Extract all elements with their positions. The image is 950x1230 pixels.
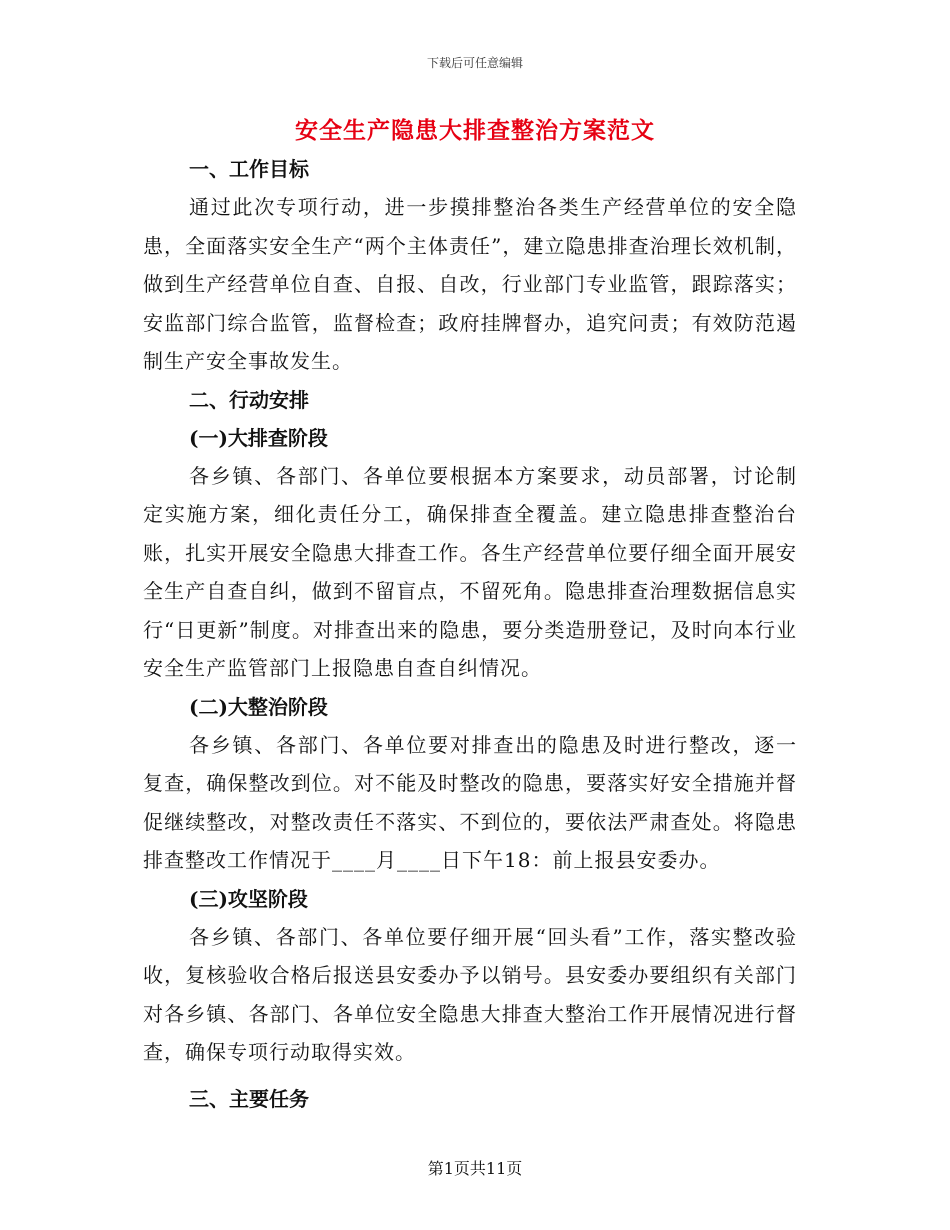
subsection-heading-tackling: (三)攻坚阶段 xyxy=(189,886,308,911)
paragraph-goals: 通过此次专项行动，进一步摸排整治各类生产经营单位的安全隐患，全面落实安全生产“两个主体责任”，建立隐患排查治理长效机制，做到生产经营单位自查、自报、自改，行业部门专业监管，跟踪落实；安监部门综合监管，监督检查；政府挂牌督办，追究问责；有效防范遏制生产安全事故发生。 xyxy=(143,195,797,373)
paragraph-inspection: 各乡镇、各部门、各单位要根据本方案要求，动员部署，讨论制定实施方案，细化责任分工，确保排查全覆盖。建立隐患排查整治台账，扎实开展安全隐患大排查工作。各生产经营单位要仔细全面开展安全生产自查自纠，做到不留盲点，不留死角。隐患排查治理数据信息实行“日更新”制度。对排查出来的隐患，要分类造册登记，及时向本行业安全生产监管部门上报隐患自查自纠情况。 xyxy=(143,463,797,680)
paragraph-tackling: 各乡镇、各部门、各单位要仔细开展“回头看”工作，落实整改验收，复核验收合格后报送县安委办予以销号。县安委办要组织有关部门对各乡镇、各部门、各单位安全隐患大排查大整治工作开展情况进行督查，确保专项行动取得实效。 xyxy=(143,924,797,1064)
spacer xyxy=(143,1072,797,1080)
section-heading-goals: 一、工作目标 xyxy=(189,157,309,181)
section-heading-arrangement: 二、行动安排 xyxy=(189,387,309,412)
subsection-heading-inspection: (一)大排查阶段 xyxy=(189,425,328,450)
paragraph-rectification: 各乡镇、各部门、各单位要对排查出的隐患及时进行整改，逐一复查，确保整改到位。对不能及时整改的隐患，要落实好安全措施并督促继续整改，对整改责任不落实、不到位的，要依法严肃查处。将隐患排查整改工作情况于____月____日下午18：前上报县安委办。 xyxy=(143,732,797,872)
page-number-footer: 第1页共11页 xyxy=(427,1159,523,1178)
document-title: 安全生产隐患大排查整治方案范文 xyxy=(295,117,655,144)
subsection-heading-rectification: (二)大整治阶段 xyxy=(189,694,328,719)
section-heading-tasks: 三、主要任务 xyxy=(189,1086,309,1111)
header-note: 下载后可任意编辑 xyxy=(426,56,523,70)
document-body xyxy=(143,150,797,1118)
